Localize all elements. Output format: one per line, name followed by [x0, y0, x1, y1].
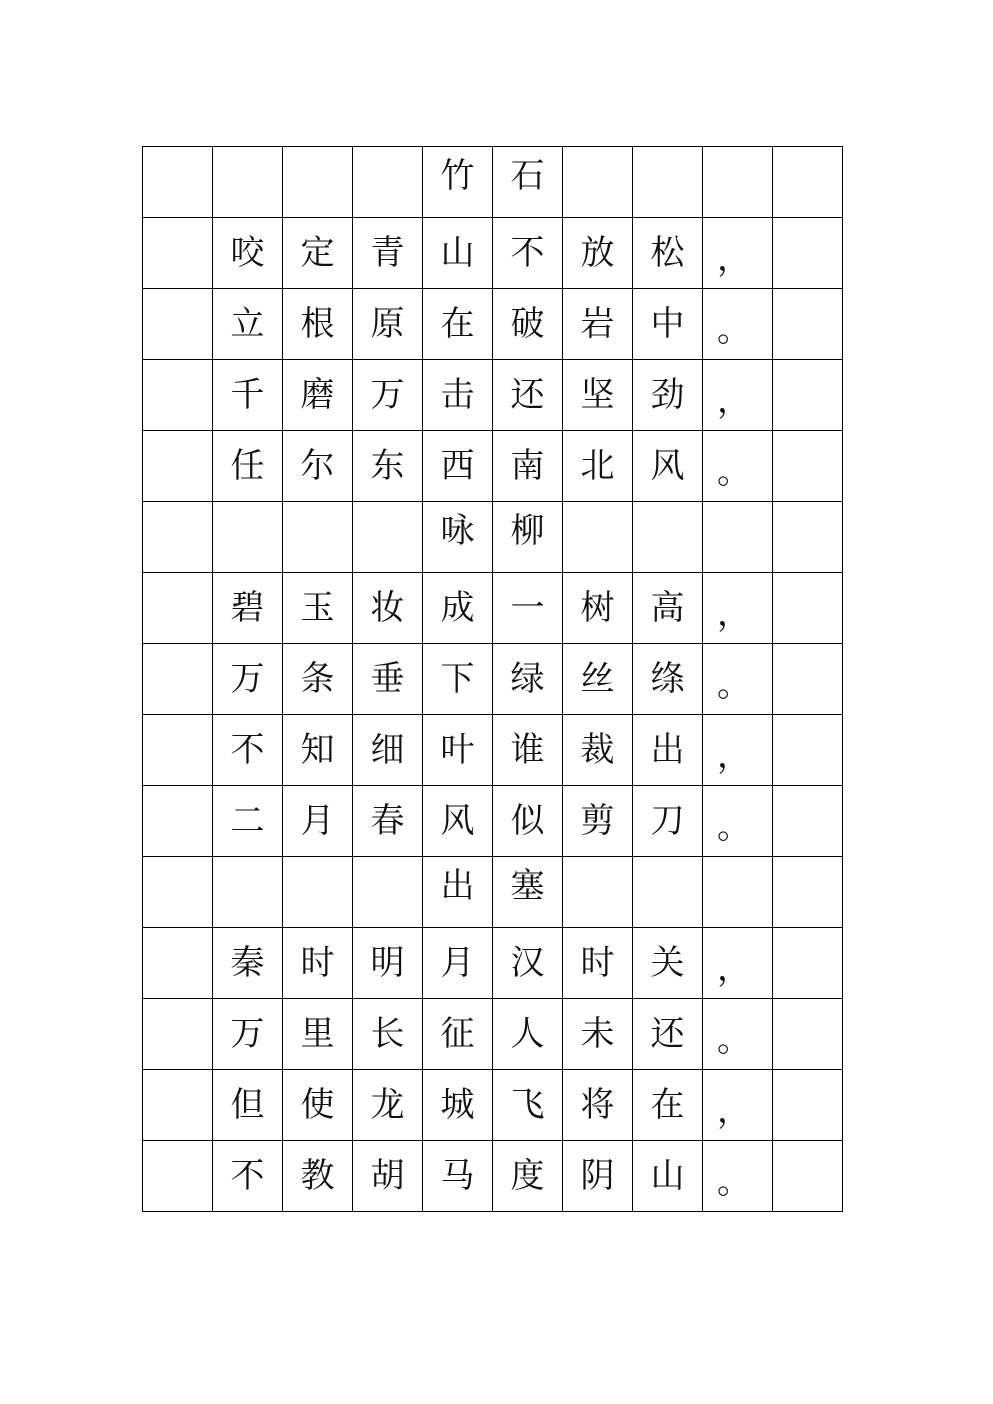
- poem-punctuation: 。: [717, 310, 751, 350]
- grid-cell: [773, 147, 843, 218]
- poem-char: 岩: [580, 304, 615, 344]
- grid-cell: [213, 1141, 283, 1212]
- poem-char: 劲: [650, 375, 685, 415]
- poem-char: 使: [300, 1085, 335, 1125]
- grid-cell: [283, 289, 353, 360]
- grid-cell: [283, 147, 353, 218]
- poem-char: 明: [370, 943, 405, 983]
- poem-char: 关: [650, 943, 685, 983]
- grid-cell: [283, 857, 353, 928]
- poem-line-row: [143, 644, 843, 715]
- grid-cell: [493, 644, 563, 715]
- grid-cell: [213, 928, 283, 999]
- poem-char: 秦: [230, 943, 265, 983]
- grid-cell: [773, 857, 843, 928]
- poem-char: 山: [440, 233, 475, 273]
- grid-cell: [143, 573, 213, 644]
- poem-char: 但: [230, 1085, 265, 1125]
- grid-cell: [283, 573, 353, 644]
- grid-cell: [703, 218, 773, 289]
- grid-cell: [493, 1141, 563, 1212]
- poem-title-row: [143, 147, 843, 218]
- grid-cell: [773, 360, 843, 431]
- grid-cell: [563, 1141, 633, 1212]
- grid-cell: [353, 928, 423, 999]
- grid-cell: [563, 360, 633, 431]
- poem-char: 定: [300, 233, 335, 273]
- poem-char: 飞: [510, 1085, 545, 1125]
- poem-char: 在: [650, 1085, 685, 1125]
- poem-char: 月: [440, 943, 475, 983]
- poem-punctuation: ，: [717, 239, 751, 279]
- grid-cell: [563, 786, 633, 857]
- poem-char: 时: [300, 943, 335, 983]
- poem-char: 汉: [510, 943, 545, 983]
- grid-cell: [353, 502, 423, 573]
- poem-char: 出: [650, 730, 685, 770]
- grid-cell: [493, 431, 563, 502]
- grid-cell: [633, 857, 703, 928]
- poem-title-char: 竹: [440, 156, 475, 196]
- poem-char: 垂: [370, 659, 405, 699]
- poem-line-row: [143, 786, 843, 857]
- poem-char: 西: [440, 446, 475, 486]
- grid-cell: [703, 502, 773, 573]
- poem-char: 破: [510, 304, 545, 344]
- poem-char: 千: [230, 375, 265, 415]
- grid-cell: [423, 857, 493, 928]
- grid-cell: [493, 786, 563, 857]
- grid-cell: [353, 289, 423, 360]
- grid-cell: [213, 289, 283, 360]
- poem-char: 万: [230, 1014, 265, 1054]
- poem-char: 时: [580, 943, 615, 983]
- poem-grid-body: [143, 147, 843, 1212]
- grid-cell: [493, 573, 563, 644]
- poem-char: 在: [440, 304, 475, 344]
- poem-punctuation: ，: [717, 949, 751, 989]
- grid-cell: [633, 289, 703, 360]
- grid-cell: [773, 289, 843, 360]
- poem-char: 成: [440, 588, 475, 628]
- grid-cell: [773, 1070, 843, 1141]
- poem-char: 高: [650, 588, 685, 628]
- grid-cell: [493, 857, 563, 928]
- poem-char: 马: [440, 1156, 475, 1196]
- grid-cell: [633, 715, 703, 786]
- poem-title-char: 石: [510, 156, 545, 196]
- poem-title-char: 塞: [510, 866, 545, 906]
- grid-cell: [703, 786, 773, 857]
- poem-char: 剪: [580, 801, 615, 841]
- grid-cell: [703, 715, 773, 786]
- grid-cell: [773, 573, 843, 644]
- grid-cell: [353, 644, 423, 715]
- grid-cell: [213, 786, 283, 857]
- poem-punctuation: ，: [717, 594, 751, 634]
- grid-cell: [563, 928, 633, 999]
- poem-char: 丝: [580, 659, 615, 699]
- grid-cell: [633, 928, 703, 999]
- poem-char: 谁: [510, 730, 545, 770]
- grid-cell: [773, 644, 843, 715]
- poem-line-row: [143, 360, 843, 431]
- poem-grid-table: [142, 146, 843, 1212]
- grid-cell: [633, 1141, 703, 1212]
- poem-char: 南: [510, 446, 545, 486]
- grid-cell: [493, 147, 563, 218]
- grid-cell: [633, 360, 703, 431]
- poem-char: 月: [300, 801, 335, 841]
- grid-cell: [283, 360, 353, 431]
- grid-cell: [143, 360, 213, 431]
- grid-cell: [423, 289, 493, 360]
- grid-cell: [143, 715, 213, 786]
- poem-title-row: [143, 857, 843, 928]
- poem-title-row: [143, 502, 843, 573]
- grid-cell: [283, 218, 353, 289]
- poem-char: 中: [650, 304, 685, 344]
- grid-cell: [283, 1141, 353, 1212]
- grid-cell: [703, 360, 773, 431]
- grid-cell: [773, 786, 843, 857]
- grid-cell: [563, 289, 633, 360]
- poem-char: 知: [300, 730, 335, 770]
- poem-line-row: [143, 573, 843, 644]
- grid-cell: [703, 289, 773, 360]
- poem-line-row: [143, 715, 843, 786]
- poem-char: 原: [370, 304, 405, 344]
- grid-cell: [143, 289, 213, 360]
- poem-char: 二: [230, 801, 265, 841]
- grid-cell: [563, 147, 633, 218]
- poem-punctuation: ，: [717, 736, 751, 776]
- grid-cell: [423, 1070, 493, 1141]
- grid-cell: [773, 999, 843, 1070]
- grid-cell: [633, 147, 703, 218]
- grid-cell: [423, 502, 493, 573]
- poem-char: 树: [580, 588, 615, 628]
- grid-cell: [143, 857, 213, 928]
- grid-cell: [423, 999, 493, 1070]
- poem-char: 人: [510, 1014, 545, 1054]
- grid-cell: [703, 999, 773, 1070]
- poem-char: 征: [440, 1014, 475, 1054]
- poem-char: 妆: [370, 588, 405, 628]
- grid-cell: [143, 928, 213, 999]
- grid-cell: [283, 928, 353, 999]
- grid-cell: [493, 289, 563, 360]
- grid-cell: [423, 573, 493, 644]
- poem-char: 东: [370, 446, 405, 486]
- grid-cell: [283, 1070, 353, 1141]
- grid-cell: [213, 431, 283, 502]
- grid-cell: [143, 1070, 213, 1141]
- grid-cell: [283, 431, 353, 502]
- poem-title-char: 出: [440, 866, 475, 906]
- poem-char: 将: [580, 1085, 615, 1125]
- poem-char: 胡: [370, 1156, 405, 1196]
- grid-cell: [143, 147, 213, 218]
- grid-cell: [563, 431, 633, 502]
- grid-cell: [213, 502, 283, 573]
- poem-punctuation: 。: [717, 452, 751, 492]
- grid-cell: [283, 644, 353, 715]
- poem-char: 叶: [440, 730, 475, 770]
- poem-char: 风: [650, 446, 685, 486]
- poem-char: 龙: [370, 1085, 405, 1125]
- poem-char: 刀: [650, 801, 685, 841]
- grid-cell: [353, 715, 423, 786]
- poem-char: 山: [650, 1156, 685, 1196]
- grid-cell: [213, 360, 283, 431]
- grid-cell: [143, 431, 213, 502]
- grid-cell: [633, 573, 703, 644]
- grid-cell: [633, 431, 703, 502]
- grid-cell: [423, 644, 493, 715]
- poem-char: 不: [510, 233, 545, 273]
- grid-cell: [633, 999, 703, 1070]
- grid-cell: [563, 502, 633, 573]
- poem-char: 一: [510, 588, 545, 628]
- grid-cell: [143, 1141, 213, 1212]
- grid-cell: [633, 1070, 703, 1141]
- grid-cell: [563, 857, 633, 928]
- poem-char: 根: [300, 304, 335, 344]
- poem-char: 碧: [230, 588, 265, 628]
- grid-cell: [493, 715, 563, 786]
- grid-cell: [703, 147, 773, 218]
- grid-cell: [213, 715, 283, 786]
- grid-cell: [703, 644, 773, 715]
- poem-char: 还: [650, 1014, 685, 1054]
- grid-cell: [423, 786, 493, 857]
- grid-cell: [493, 999, 563, 1070]
- poem-line-row: [143, 999, 843, 1070]
- poem-punctuation: 。: [717, 807, 751, 847]
- grid-cell: [143, 786, 213, 857]
- poem-punctuation: ，: [717, 381, 751, 421]
- grid-cell: [213, 218, 283, 289]
- grid-cell: [423, 360, 493, 431]
- poem-char: 绿: [510, 659, 545, 699]
- poem-char: 春: [370, 801, 405, 841]
- grid-cell: [633, 644, 703, 715]
- grid-cell: [773, 218, 843, 289]
- poem-char: 里: [300, 1014, 335, 1054]
- poem-char: 任: [230, 446, 265, 486]
- grid-cell: [353, 147, 423, 218]
- grid-cell: [563, 1070, 633, 1141]
- poem-line-row: [143, 289, 843, 360]
- grid-cell: [773, 431, 843, 502]
- poem-char: 尔: [300, 446, 335, 486]
- grid-cell: [423, 715, 493, 786]
- grid-cell: [283, 999, 353, 1070]
- poem-line-row: [143, 218, 843, 289]
- poem-char: 风: [440, 801, 475, 841]
- grid-cell: [213, 1070, 283, 1141]
- poem-punctuation: ，: [717, 1091, 751, 1131]
- grid-cell: [353, 1141, 423, 1212]
- grid-cell: [703, 573, 773, 644]
- grid-cell: [703, 1070, 773, 1141]
- grid-cell: [563, 999, 633, 1070]
- grid-cell: [283, 786, 353, 857]
- grid-cell: [493, 360, 563, 431]
- grid-cell: [353, 218, 423, 289]
- poem-punctuation: 。: [717, 1162, 751, 1202]
- poem-char: 万: [230, 659, 265, 699]
- poem-char: 还: [510, 375, 545, 415]
- grid-cell: [773, 928, 843, 999]
- poem-title-char: 柳: [510, 511, 545, 551]
- poem-char: 似: [510, 801, 545, 841]
- grid-cell: [143, 502, 213, 573]
- poem-char: 不: [230, 730, 265, 770]
- poem-char: 北: [580, 446, 615, 486]
- grid-cell: [213, 999, 283, 1070]
- poem-punctuation: 。: [717, 1020, 751, 1060]
- poem-line-row: [143, 431, 843, 502]
- poem-char: 松: [650, 233, 685, 273]
- grid-cell: [423, 218, 493, 289]
- grid-cell: [143, 218, 213, 289]
- grid-cell: [773, 502, 843, 573]
- grid-cell: [563, 218, 633, 289]
- grid-cell: [633, 218, 703, 289]
- poem-char: 青: [370, 233, 405, 273]
- grid-cell: [213, 857, 283, 928]
- poem-char: 度: [510, 1156, 545, 1196]
- grid-cell: [353, 857, 423, 928]
- grid-cell: [703, 857, 773, 928]
- poem-line-row: [143, 928, 843, 999]
- grid-cell: [353, 360, 423, 431]
- grid-cell: [213, 147, 283, 218]
- grid-cell: [563, 715, 633, 786]
- grid-cell: [703, 1141, 773, 1212]
- poem-line-row: [143, 1070, 843, 1141]
- grid-cell: [493, 218, 563, 289]
- grid-cell: [633, 786, 703, 857]
- grid-cell: [703, 431, 773, 502]
- grid-cell: [423, 431, 493, 502]
- poem-char: 立: [230, 304, 265, 344]
- grid-cell: [353, 999, 423, 1070]
- grid-cell: [213, 573, 283, 644]
- grid-cell: [353, 786, 423, 857]
- grid-cell: [773, 1141, 843, 1212]
- poem-line-row: [143, 1141, 843, 1212]
- poem-char: 玉: [300, 588, 335, 628]
- grid-cell: [353, 573, 423, 644]
- poem-char: 条: [300, 659, 335, 699]
- poem-title-char: 咏: [440, 511, 475, 551]
- grid-cell: [213, 644, 283, 715]
- grid-cell: [703, 928, 773, 999]
- grid-cell: [143, 644, 213, 715]
- grid-cell: [423, 928, 493, 999]
- poem-char: 击: [440, 375, 475, 415]
- poem-char: 未: [580, 1014, 615, 1054]
- grid-cell: [493, 502, 563, 573]
- poem-char: 城: [440, 1085, 475, 1125]
- grid-cell: [773, 715, 843, 786]
- poem-char: 阴: [580, 1156, 615, 1196]
- grid-cell: [563, 644, 633, 715]
- grid-cell: [493, 1070, 563, 1141]
- poem-char: 裁: [580, 730, 615, 770]
- poem-char: 下: [440, 659, 475, 699]
- grid-cell: [633, 502, 703, 573]
- grid-cell: [563, 573, 633, 644]
- poem-char: 绦: [650, 659, 685, 699]
- grid-cell: [353, 1070, 423, 1141]
- grid-cell: [493, 928, 563, 999]
- poem-char: 磨: [300, 375, 335, 415]
- poem-char: 放: [580, 233, 615, 273]
- poem-char: 不: [230, 1156, 265, 1196]
- grid-cell: [423, 1141, 493, 1212]
- poem-char: 教: [300, 1156, 335, 1196]
- poem-char: 细: [370, 730, 405, 770]
- poem-char: 万: [370, 375, 405, 415]
- grid-cell: [283, 502, 353, 573]
- poem-char: 坚: [580, 375, 615, 415]
- grid-cell: [423, 147, 493, 218]
- grid-cell: [353, 431, 423, 502]
- poem-char: 长: [370, 1014, 405, 1054]
- grid-cell: [143, 999, 213, 1070]
- poem-char: 咬: [230, 233, 265, 273]
- poem-punctuation: 。: [717, 665, 751, 705]
- grid-cell: [283, 715, 353, 786]
